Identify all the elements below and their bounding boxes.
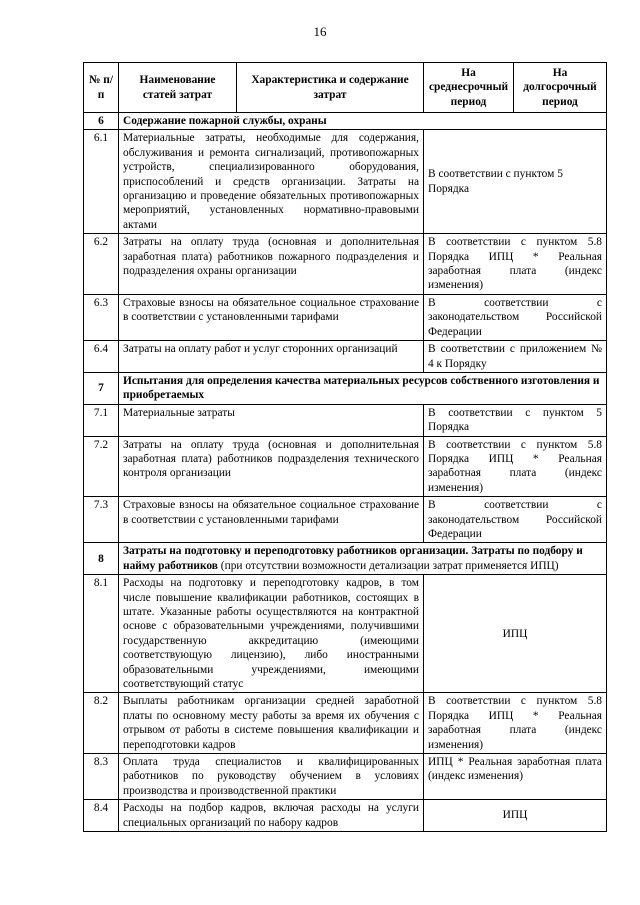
- item-periods: В соответствии с пунктом 5 Порядка: [424, 404, 607, 436]
- item-description: Страховые взносы на обязательное социальное страхование в соответствии с установленными тарифами: [119, 497, 424, 543]
- section-number: 7: [84, 372, 119, 404]
- table-body: [84, 113, 607, 832]
- item-row: [84, 294, 607, 340]
- section-title-cell: [119, 372, 607, 404]
- item-number: 7.2: [84, 436, 119, 497]
- section-title-cell: [119, 113, 607, 130]
- section-note: (при отсутствии возможности детализации затрат применяется ИПЦ): [217, 559, 559, 572]
- item-description: Материальные затраты, необходимые для содержания, обслуживания и ремонта сигнализаций, противопожарных устройств, специализированного оборудования, приспособлений и средств организации. Затраты на организацию и проведение обязательных противопожарных мероприятий, установленных нормативно-правовыми актами: [119, 130, 424, 234]
- section-number: 6: [84, 113, 119, 130]
- item-number: 8.2: [84, 693, 119, 754]
- item-description: Затраты на оплату труда (основная и дополнительная заработная плата) работников подразделения технического контроля организации: [119, 436, 424, 497]
- item-row: [84, 341, 607, 373]
- section-title: Затраты на подготовку и переподготовку работников организации. Затраты по подбору и найму работников: [123, 545, 583, 572]
- section-row: [84, 543, 607, 575]
- item-description: Затраты на оплату работ и услуг сторонних организаций: [119, 341, 424, 373]
- item-number: 8.1: [84, 575, 119, 693]
- item-periods: В соответствии с пунктом 5.8 Порядка ИПЦ * Реальная заработная плата (индекс изменения): [424, 693, 607, 754]
- item-description: Выплаты работникам организации средней заработной платы по основному месту работы за время их обучения с отрывом от работы в системе повышения квалификации и переподготовки кадров: [119, 693, 424, 754]
- section-title: Испытания для определения качества материальных ресурсов собственного изготовления и приобретаемых: [123, 374, 600, 402]
- item-description: Материальные затраты: [119, 404, 424, 436]
- item-number: 6.1: [84, 130, 119, 234]
- item-row: [84, 575, 607, 693]
- item-description: Затраты на оплату труда (основная и дополнительная заработная плата) работников пожарного подразделения и подразделения охраны организации: [119, 234, 424, 295]
- item-periods: ИПЦ: [424, 800, 607, 832]
- item-row: [84, 436, 607, 497]
- section-number: 8: [84, 543, 119, 575]
- header-medium-term: На среднесрочный период: [424, 63, 514, 113]
- item-description: Оплата труда специалистов и квалифицированных работников по руководству обучением в условиях производства и производственной практики: [119, 754, 424, 800]
- section-title-cell: [119, 543, 607, 575]
- section-row: [84, 372, 607, 404]
- item-periods: В соответствии с пунктом 5.8 Порядка ИПЦ * Реальная заработная плата (индекс изменения): [424, 234, 607, 295]
- item-number: 8.4: [84, 800, 119, 832]
- section-row: [84, 113, 607, 130]
- item-description: Страховые взносы на обязательное социальное страхование в соответствии с установленными тарифами: [119, 294, 424, 340]
- header-num: № п/п: [84, 63, 119, 113]
- item-periods: В соответствии с пунктом 5 Порядка: [424, 130, 607, 234]
- item-periods: ИПЦ * Реальная заработная плата (индекс изменения): [424, 754, 607, 800]
- item-periods: В соответствии с пунктом 5.8 Порядка ИПЦ * Реальная заработная плата (индекс изменения): [424, 436, 607, 497]
- item-periods: В соответствии с законодательством Российской Федерации: [424, 294, 607, 340]
- header-long-term: На долгосрочный период: [514, 63, 607, 113]
- item-number: 7.3: [84, 497, 119, 543]
- item-number: 6.2: [84, 234, 119, 295]
- item-number: 7.1: [84, 404, 119, 436]
- page-number: 16: [313, 24, 327, 39]
- cost-table: [83, 62, 607, 832]
- item-periods: В соответствии с приложением № 4 к Порядку: [424, 341, 607, 373]
- header-name: Наименование статей затрат: [119, 63, 237, 113]
- item-number: 6.3: [84, 294, 119, 340]
- header-characteristic: Характеристика и содержание затрат: [237, 63, 424, 113]
- item-description: Расходы на подготовку и переподготовку кадров, в том числе повышение квалификации работников, состоящих в штате. Указанные работы осуществляются на контрактной основе с образовательными учреждениями, получившими государственную аккредитацию (имеющими соответствующую лицензию), либо иностранными образовательными учреждениями, имеющими соответствующий статус: [119, 575, 424, 693]
- item-number: 6.4: [84, 341, 119, 373]
- item-row: [84, 497, 607, 543]
- item-row: [84, 693, 607, 754]
- item-row: [84, 234, 607, 295]
- item-description: Расходы на подбор кадров, включая расходы на услуги специальных организаций по набору кадров: [119, 800, 424, 832]
- item-number: 8.3: [84, 754, 119, 800]
- item-periods: В соответствии с законодательством Российской Федерации: [424, 497, 607, 543]
- item-row: [84, 800, 607, 832]
- section-title: Содержание пожарной службы, охраны: [123, 115, 327, 127]
- item-row: [84, 130, 607, 234]
- header-row: [84, 63, 607, 113]
- item-row: [84, 754, 607, 800]
- item-periods: ИПЦ: [424, 575, 607, 693]
- item-row: [84, 404, 607, 436]
